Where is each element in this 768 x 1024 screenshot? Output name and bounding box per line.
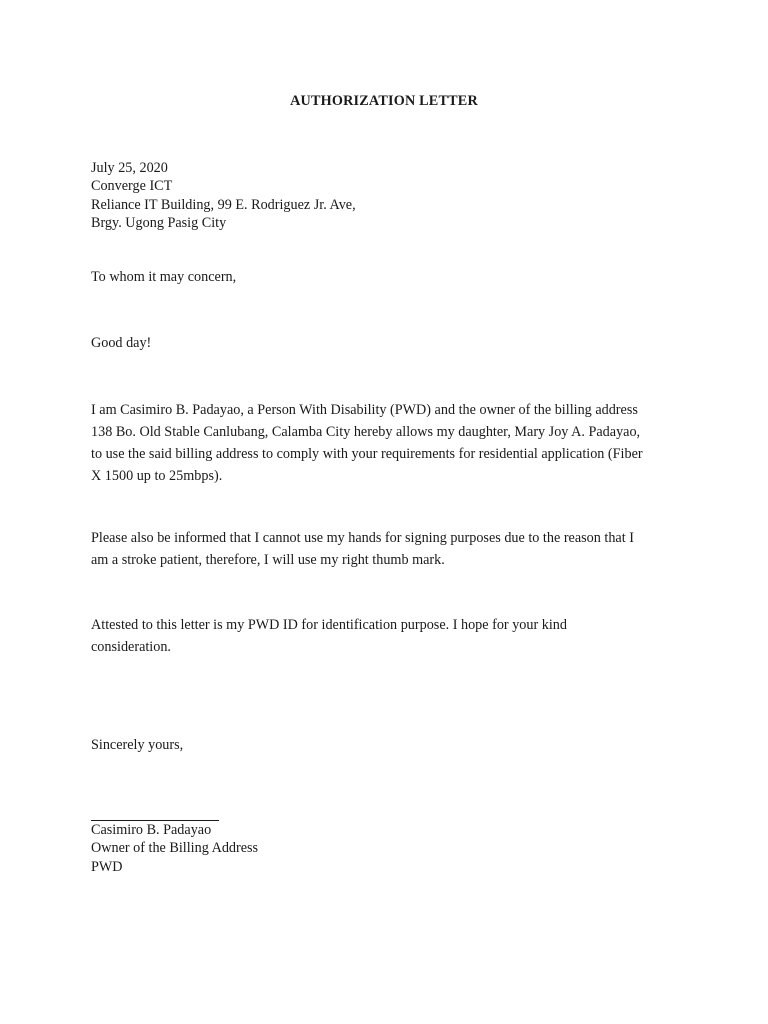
paragraph-line: am a stroke patient, therefore, I will use my right thumb mark. xyxy=(91,552,445,568)
paragraph-line: X 1500 up to 25mbps). xyxy=(91,468,223,484)
date-and-recipient-block xyxy=(91,159,691,233)
closing xyxy=(91,736,691,754)
recipient-company: Converge ICT xyxy=(91,178,173,195)
letter-date: July 25, 2020 xyxy=(91,160,168,176)
paragraph-line: Please also be informed that I cannot use my hands for signing purposes due to the reason that I xyxy=(91,530,634,546)
recipient-address-line-2: Brgy. Ugong Pasig City xyxy=(91,215,227,232)
signatory-block xyxy=(91,821,691,876)
greeting-text: Good day! xyxy=(91,335,152,351)
body-paragraph-attestation xyxy=(91,614,681,658)
letter-title: AUTHORIZATION LETTER xyxy=(290,93,478,109)
greeting xyxy=(91,334,691,352)
paragraph-line: to use the said billing address to comply with your requirements for residential application (Fiber xyxy=(91,446,643,462)
signatory-role: Owner of the Billing Address xyxy=(91,840,259,857)
paragraph-line: consideration. xyxy=(91,639,171,655)
salutation xyxy=(91,268,691,286)
paragraph-line: 138 Bo. Old Stable Canlubang, Calamba City hereby allows my daughter, Mary Joy A. Padayao, xyxy=(91,424,641,440)
paragraph-line: Attested to this letter is my PWD ID for identification purpose. I hope for your kind xyxy=(91,617,567,633)
paragraph-line: I am Casimiro B. Padayao, a Person With Disability (PWD) and the owner of the billing address xyxy=(91,402,638,418)
body-paragraph-signing-notice xyxy=(91,527,681,571)
body-paragraph-authorization xyxy=(91,399,681,487)
recipient-address-line-1: Reliance IT Building, 99 E. Rodriguez Jr. Ave, xyxy=(91,196,356,213)
closing-text: Sincerely yours, xyxy=(91,737,184,753)
signatory-designation: PWD xyxy=(91,858,123,875)
salutation-text: To whom it may concern, xyxy=(91,269,237,285)
signatory-name: Casimiro B. Padayao xyxy=(91,822,212,838)
